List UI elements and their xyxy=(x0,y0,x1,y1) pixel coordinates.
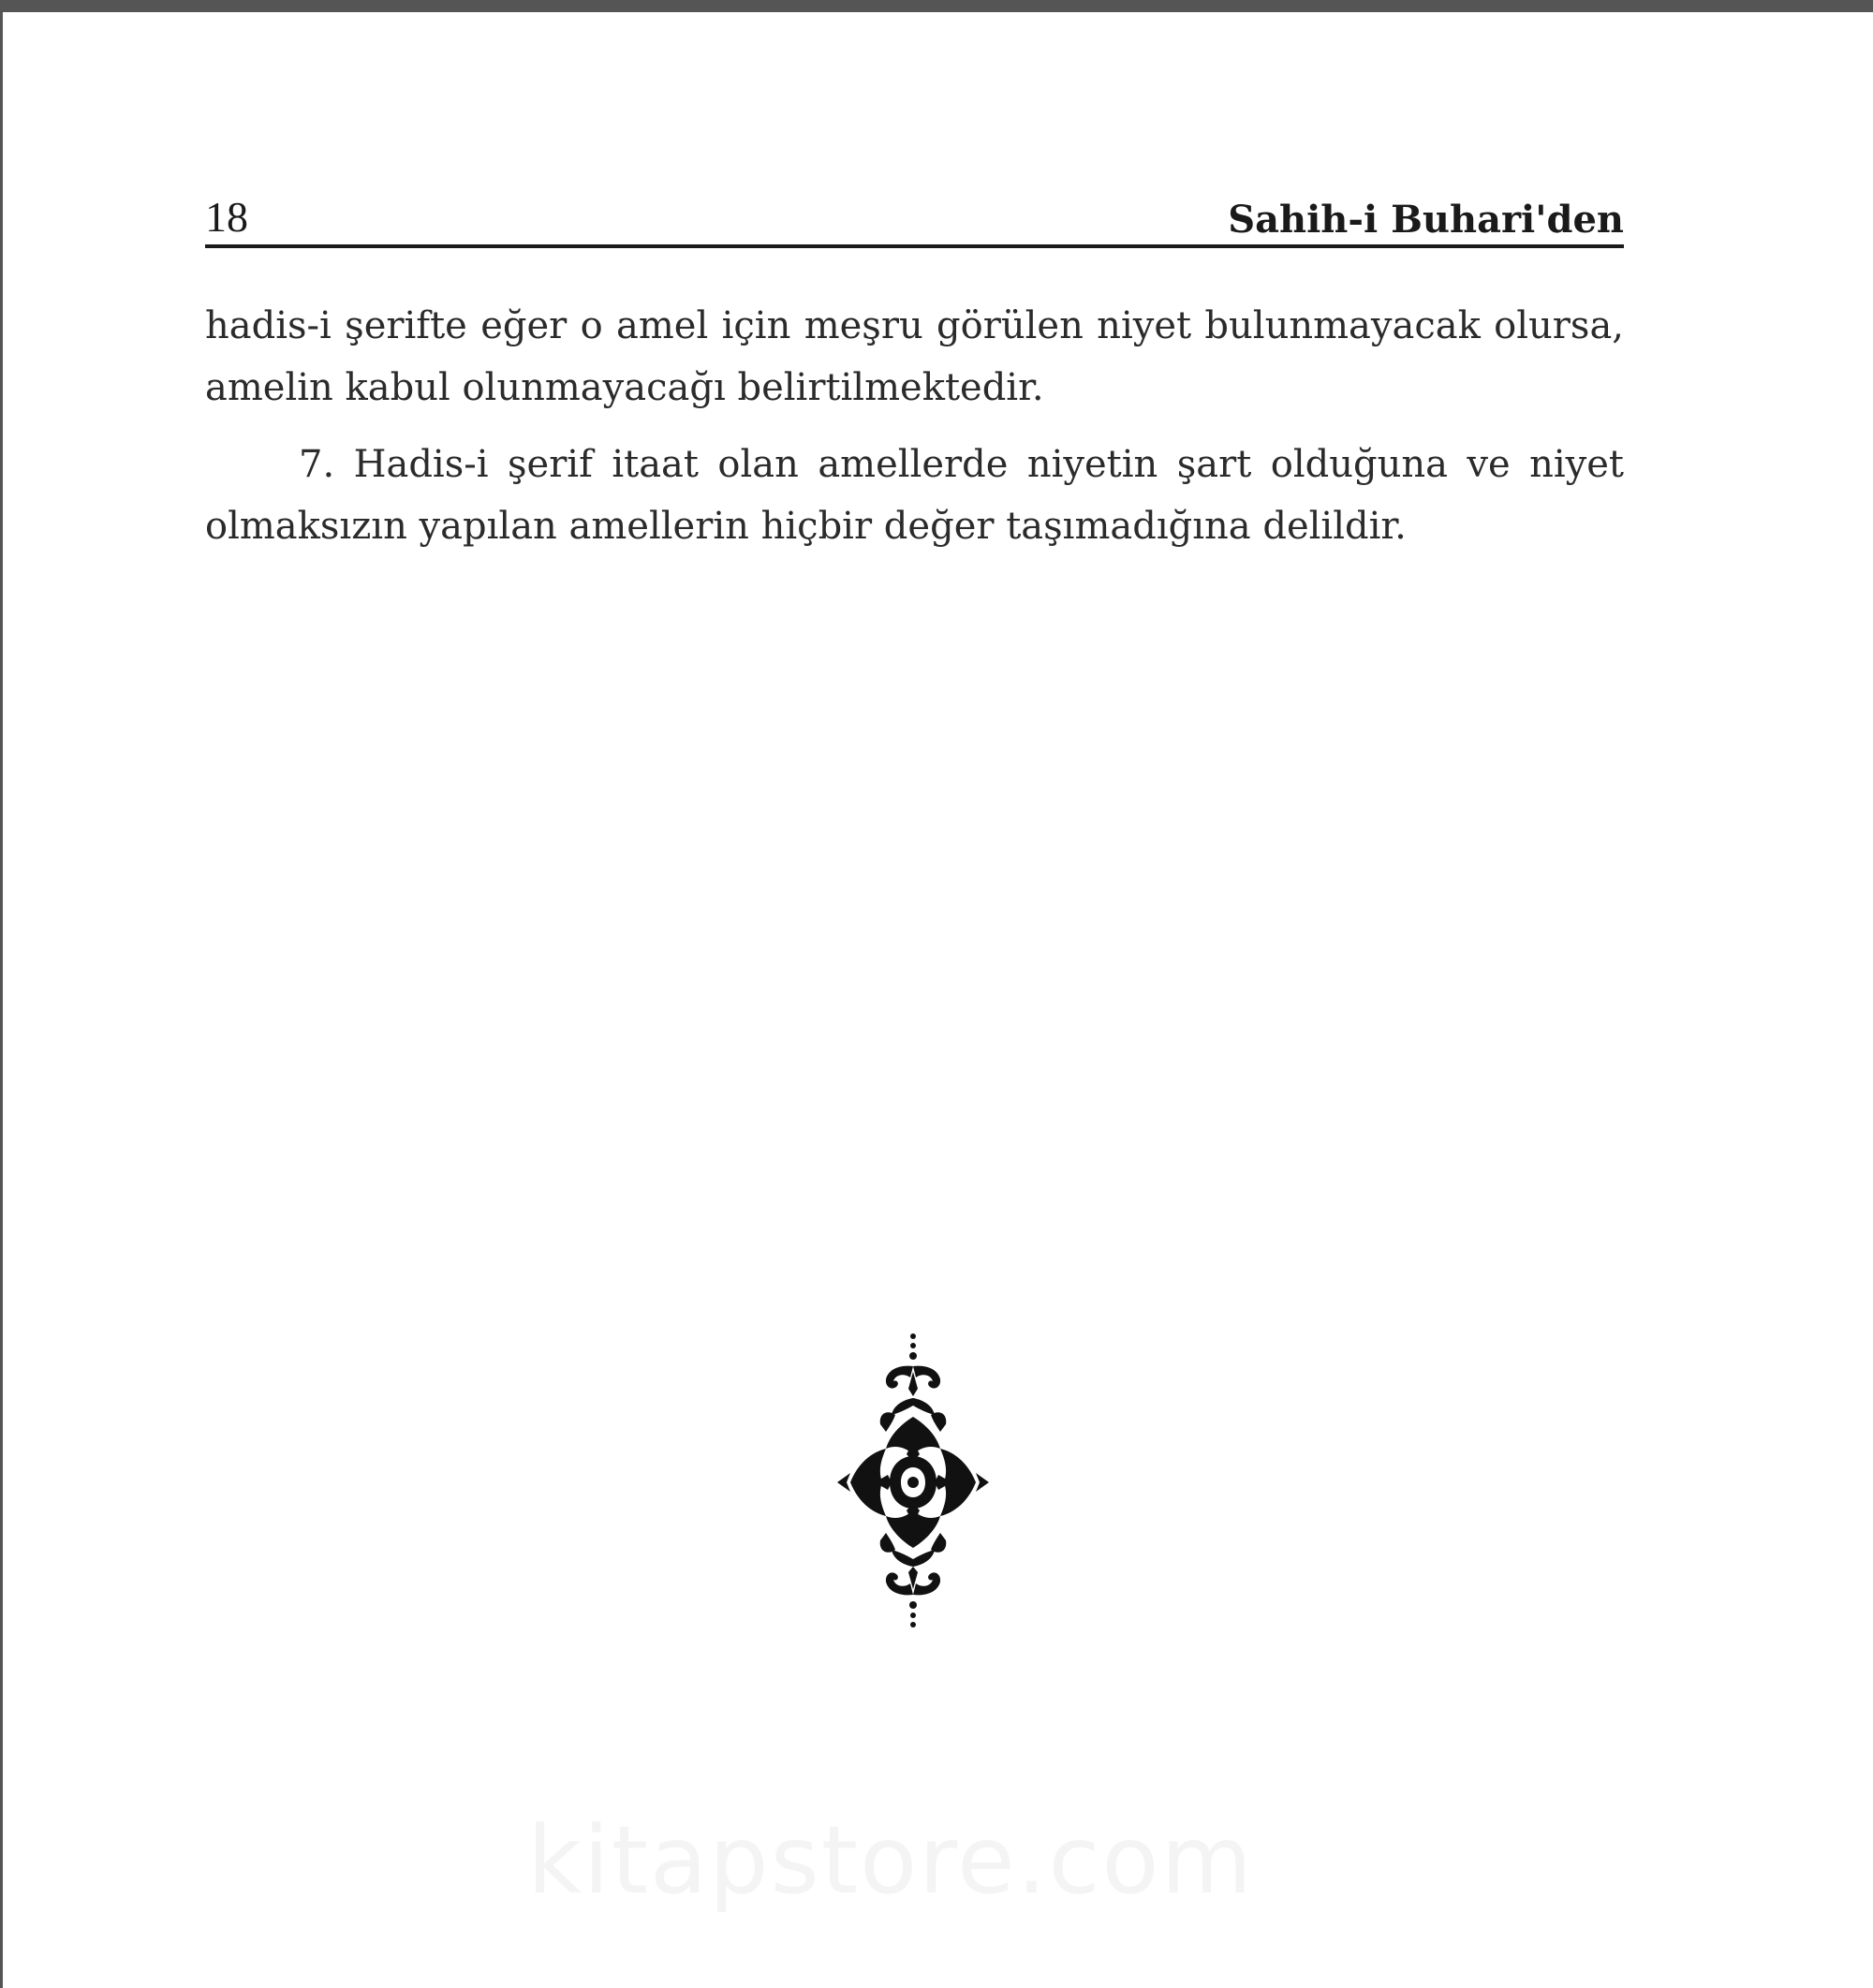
body-text xyxy=(205,295,1624,557)
floral-ornament-icon xyxy=(833,1331,993,1630)
watermark: kitapstore.com xyxy=(527,1805,1254,1915)
book-page xyxy=(3,12,1873,1988)
paragraph-continuation: hadis-i şerifte eğer o amel için meşru görülen niyet bulunmayacak olursa, amelin kabul olunmayacağı belirtilmektedir. xyxy=(205,304,1624,409)
paragraph-item-7: 7. Hadis-i şerif itaat olan amellerde niyetin şart olduğuna ve niyet olmaksızın yapılan amellerin hiçbir değer taşımadığına delildir. xyxy=(205,443,1624,548)
book-title: Sahih-i Buhari'den xyxy=(1228,198,1624,242)
running-header xyxy=(205,179,1624,248)
page-number: 18 xyxy=(205,193,248,241)
window-top-border xyxy=(0,0,1873,12)
